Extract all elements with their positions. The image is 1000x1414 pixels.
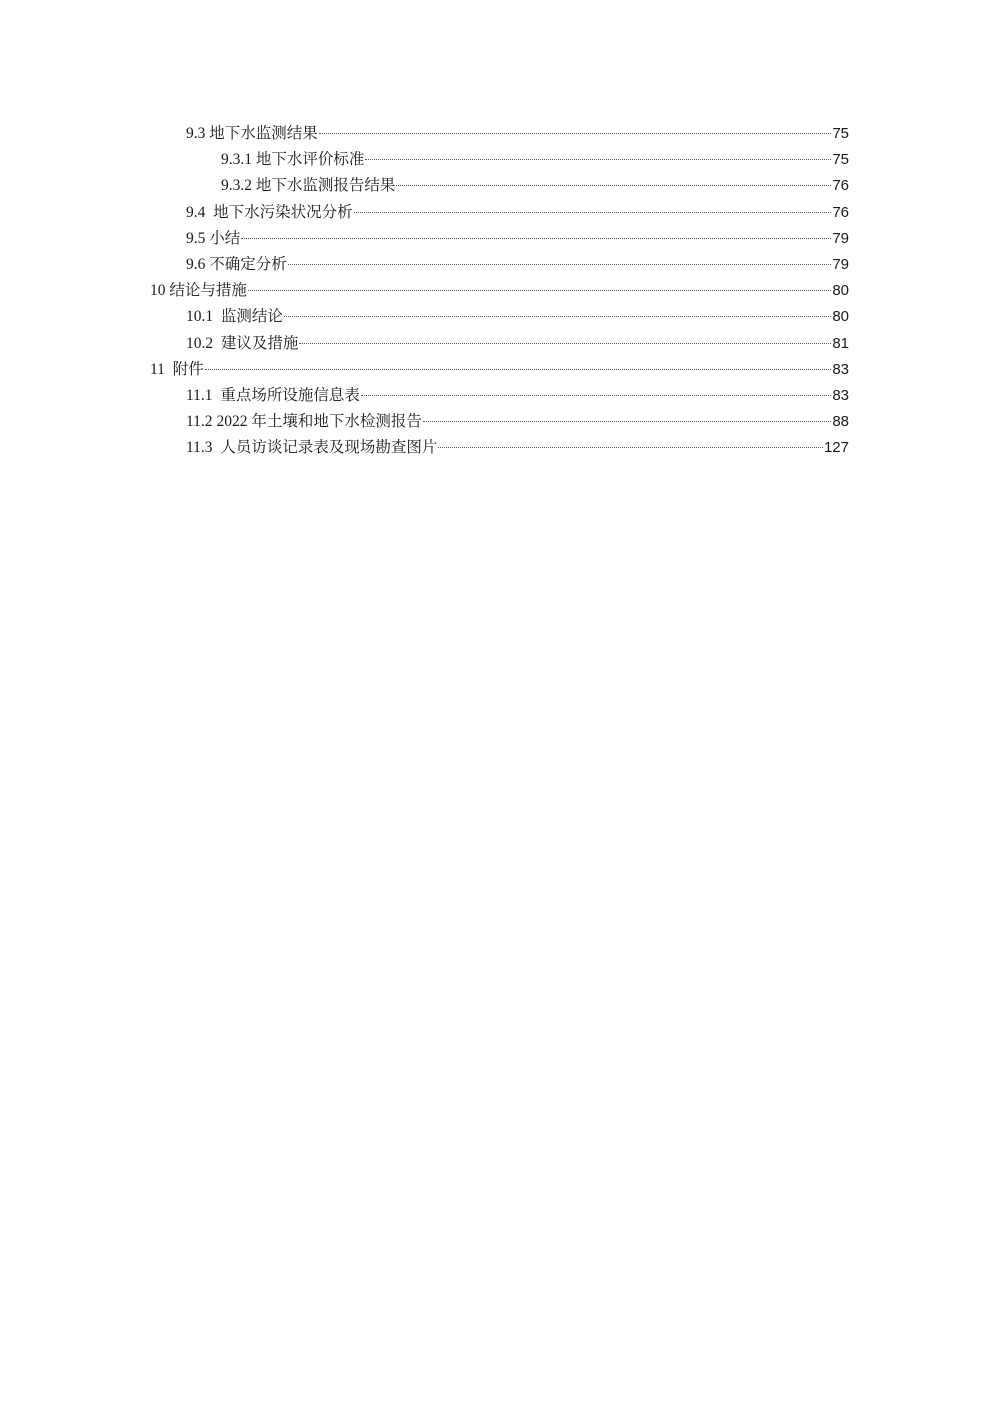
toc-entry-page: 83 — [832, 386, 849, 404]
toc-entry-number: 9.3.1 — [221, 151, 252, 169]
toc-entry-title: 建议及措施 — [213, 334, 299, 352]
toc-entry-page: 75 — [832, 125, 849, 142]
toc-entry-10[interactable] — [150, 278, 849, 304]
toc-entry-title: 人员访谈记录表及现场勘查图片 — [212, 439, 438, 457]
toc-entry-number: 9.3 — [186, 125, 206, 142]
toc-entry-page: 79 — [832, 255, 849, 273]
toc-dot-leader — [438, 447, 823, 448]
toc-entry-number: 9.4 — [186, 203, 206, 221]
toc-entry-number: 11 — [150, 360, 165, 378]
toc-entry-page: 81 — [832, 334, 849, 352]
toc-dot-leader — [396, 185, 831, 186]
toc-entry-number: 10.2 — [186, 334, 214, 352]
toc-dot-leader — [205, 369, 832, 370]
toc-dot-leader — [319, 133, 832, 134]
toc-entry-11-1[interactable] — [150, 383, 849, 409]
toc-dot-leader — [299, 343, 831, 344]
toc-entry-page: 79 — [832, 229, 849, 247]
toc-entry-number: 9.3.2 — [221, 177, 252, 195]
toc-entry-11-2[interactable] — [150, 409, 849, 435]
toc-entry-number: 9.6 — [186, 255, 206, 273]
toc-entry-9-3-1[interactable] — [150, 147, 849, 173]
toc-entry-page: 76 — [832, 177, 849, 195]
toc-entry-11[interactable] — [150, 357, 849, 383]
toc-entry-10-1[interactable] — [150, 304, 849, 330]
toc-entry-title: 地下水监测报告结果 — [252, 177, 396, 195]
toc-entry-number: 9.5 — [186, 229, 206, 247]
toc-entry-number: 11.2 — [186, 413, 213, 431]
toc-entry-page: 88 — [832, 413, 849, 431]
toc-entry-title: 附件 — [164, 360, 204, 378]
toc-entry-9-3[interactable] — [150, 121, 849, 147]
toc-entry-number: 11.1 — [186, 386, 213, 404]
toc-entry-title: 地下水评价标准 — [252, 151, 365, 169]
toc-entry-page: 75 — [832, 151, 849, 169]
toc-entry-title: 地下水监测结果 — [205, 125, 318, 142]
toc-entry-title: 地下水污染状况分析 — [205, 203, 353, 221]
toc-entry-title: 结论与措施 — [165, 282, 247, 300]
toc-entry-11-3[interactable] — [150, 435, 849, 461]
toc-entry-title: 2022 年土壤和地下水检测报告 — [212, 413, 422, 431]
toc-dot-leader — [365, 159, 831, 160]
toc-entry-9-5[interactable] — [150, 226, 849, 252]
toc-entry-page: 127 — [823, 439, 849, 457]
toc-dot-leader — [288, 264, 832, 265]
toc-entry-number: 10.1 — [186, 308, 214, 326]
toc-dot-leader — [284, 316, 831, 317]
toc-entry-9-6[interactable] — [150, 252, 849, 278]
toc-entry-page: 80 — [832, 308, 849, 326]
toc-entry-title: 小结 — [205, 229, 241, 247]
toc-entry-10-2[interactable] — [150, 331, 849, 357]
toc-dot-leader — [361, 395, 831, 396]
toc-dot-leader — [354, 212, 832, 213]
toc-entry-page: 76 — [832, 203, 849, 221]
toc-dot-leader — [248, 290, 831, 291]
toc-entry-title: 监测结论 — [213, 308, 283, 326]
toc-entry-9-3-2[interactable] — [150, 173, 849, 199]
toc-dot-leader — [423, 421, 831, 422]
table-of-contents — [150, 121, 849, 461]
toc-entry-number: 10 — [150, 282, 166, 300]
toc-entry-number: 11.3 — [186, 439, 213, 457]
toc-entry-page: 80 — [832, 282, 849, 300]
toc-entry-title: 不确定分析 — [205, 255, 287, 273]
toc-entry-9-4[interactable] — [150, 200, 849, 226]
toc-dot-leader — [241, 238, 831, 239]
toc-entry-page: 83 — [832, 360, 849, 378]
toc-entry-title: 重点场所设施信息表 — [212, 386, 360, 404]
